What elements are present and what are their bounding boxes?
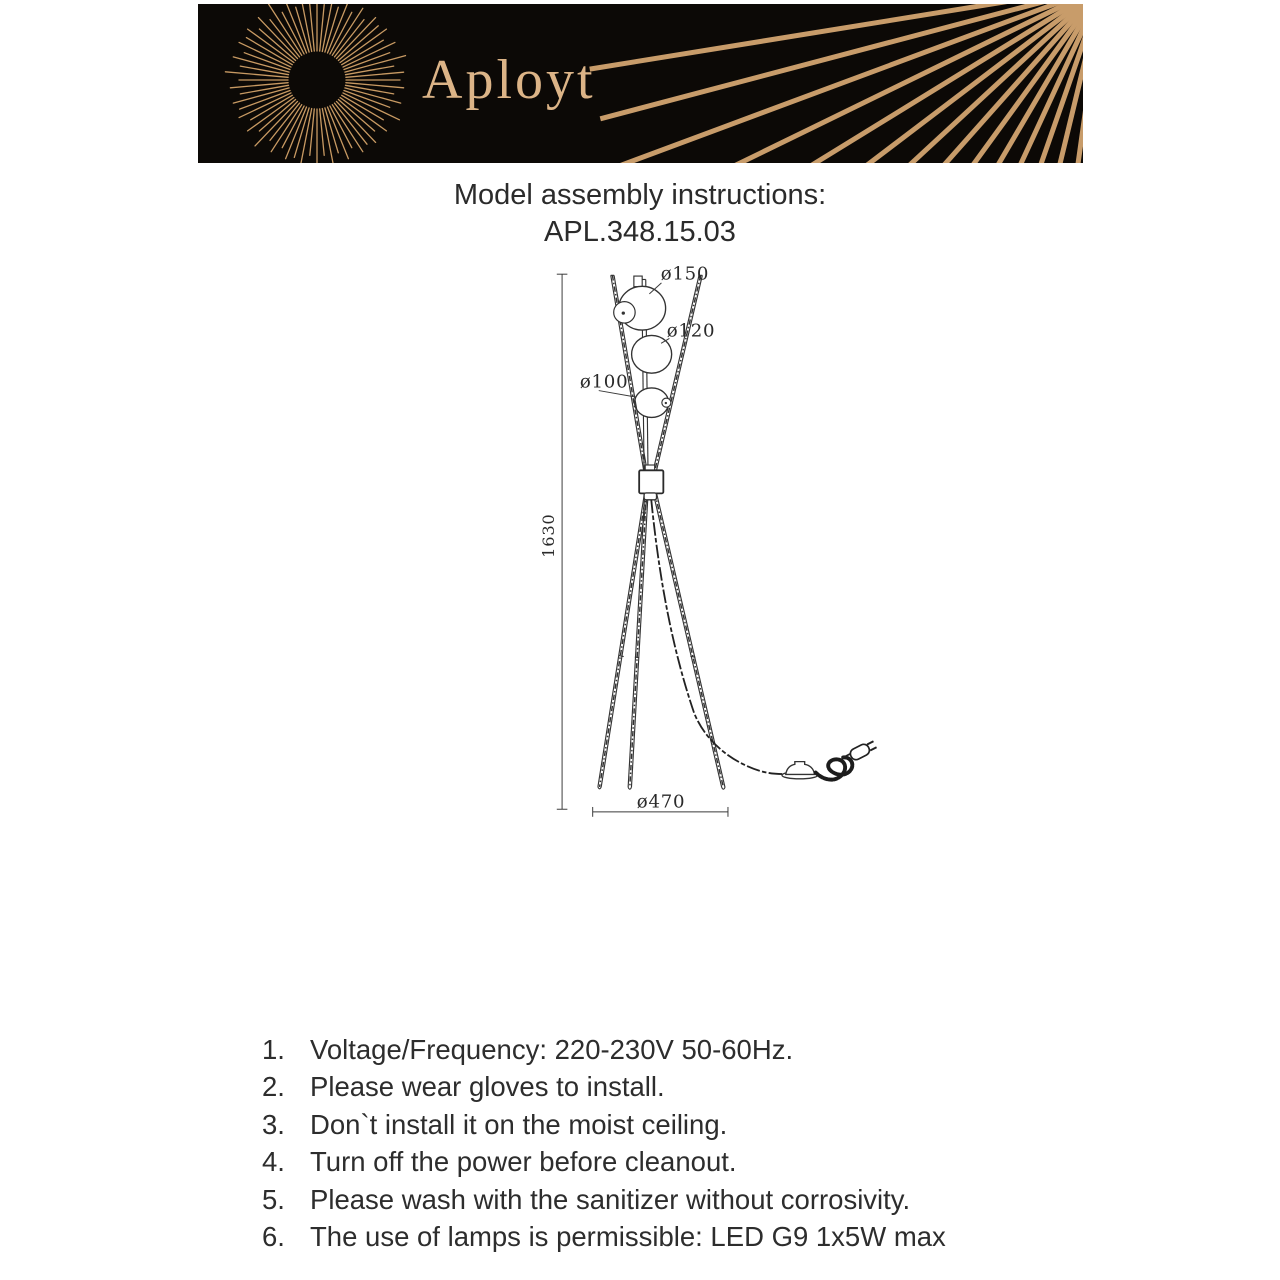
item-text: The use of lamps is permissible: LED G9 1x5W max [310,1220,946,1252]
dim-label-height: 1630 [538,513,558,558]
power-cable [651,500,785,774]
starburst-icon [225,4,405,163]
item-text: Voltage/Frequency: 220-230V 50-60Hz. [310,1034,794,1065]
list-item [262,1218,946,1255]
item-text: Please wash with the sanitizer without corrosivity. [310,1183,911,1215]
model-number: APL.348.15.03 [544,216,736,248]
page-title: Model assembly instructions: [453,179,827,211]
brand-banner [198,4,1083,163]
foot-switch-icon [782,762,818,779]
item-text: Please wear gloves to install. [310,1071,665,1103]
list-item [262,1106,946,1143]
list-item [262,1181,946,1218]
item-number: 6. [262,1220,285,1252]
banner-art [198,4,1083,163]
item-text: Don`t install it on the moist ceiling. [310,1108,728,1140]
center-hub [639,465,663,500]
fan-rays-icon [590,4,1083,163]
item-text: Turn off the power before cleanout. [310,1146,737,1178]
dim-label-top-globe: ø150 [660,263,710,285]
list-item [262,1143,946,1180]
item-number: 5. [262,1183,285,1215]
item-number: 1. [262,1034,285,1065]
list-item [262,1068,946,1105]
dim-label-base: ø470 [636,791,686,813]
item-number: 2. [262,1071,285,1103]
item-number: 4. [262,1146,285,1178]
title-block [0,177,1280,251]
instructions-list [262,1031,946,1255]
list-item [262,1031,946,1068]
plug-icon [816,739,878,779]
brand-name: Aployt [422,49,596,111]
dim-label-mid-globe: ø120 [666,320,716,342]
item-number: 3. [262,1108,285,1140]
assembly-diagram [420,250,980,1025]
dim-label-bottom-globe: ø100 [579,371,629,393]
